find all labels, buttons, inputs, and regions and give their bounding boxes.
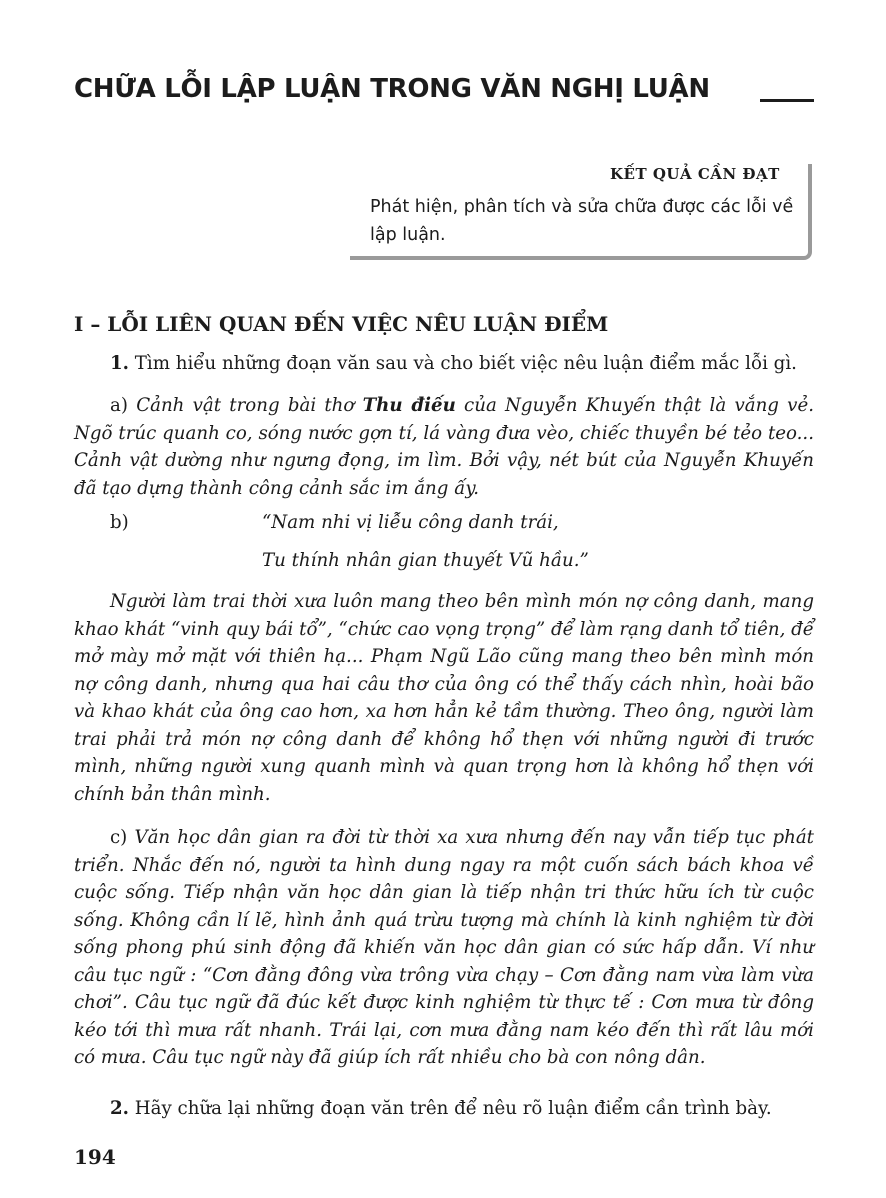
title-underline [760,99,814,102]
lesson-title: CHỮA LỖI LẬP LUẬN TRONG VĂN NGHỊ LUẬN [74,74,710,104]
question-1-text: Tìm hiểu những đoạn văn sau và cho biết việc nêu luận điểm mắc lỗi gì. [129,353,797,374]
question-2-text: Hãy chữa lại những đoạn văn trên để nêu rõ luận điểm cần trình bày. [129,1098,772,1119]
question-2 [74,1095,814,1123]
paragraph-c-text: Văn học dân gian ra đời từ thời xa xưa nhưng đến nay vẫn tiếp tục phát triển. Nhắc đến nó, người ta hình dung ngay ra một cuốn sách bách khoa về cuộc sống. Tiếp nhận văn học dân gian là tiếp nhận tri thức hữu ích từ cuộc sống. Không cần lí lẽ, hình ảnh quá trừu tượng mà chính là kinh nghiệm từ đời sống phong phú sinh động đã khiến văn học dân gian có sức hấp dẫn. Ví như câu tục ngữ : “Cơn đằng đông vừa trông vừa chạy – Cơn đằng nam vừa làm vừa chơi”. Câu tục ngữ đã đúc kết được kinh nghiệm từ thực tế : Cơn mưa từ đông kéo tới thì mưa rất nhanh. Trái lại, cơn mưa đằng nam kéo đến thì rất lâu mới có mưa. Câu tục ngữ này đã giúp ích rất nhiều cho bà con nông dân. [74,827,814,1068]
paragraph-c-label: c) [110,827,135,848]
goal-heading: KẾT QUẢ CẦN ĐẠT [610,165,780,183]
goal-text: Phát hiện, phân tích và sửa chữa được các lỗi về lập luận. [370,197,794,245]
question-2-number: 2. [110,1098,129,1119]
paragraph-a-label: a) [110,395,137,416]
page-number: 194 [74,1145,116,1169]
question-1 [74,350,814,378]
paragraph-c [74,824,814,1072]
paragraph-a-after: của Nguyễn Khuyến thật là vắng vẻ. Ngõ trúc quanh co, sóng nước gợn tí, lá vàng đưa vèo, chiếc thuyền bé tẻo teo... Cảnh vật dường như ngưng đọng, im lìm. Bởi vậy, nét bút của Nguyễn Khuyến đã tạo dựng thành công cảnh sắc im ắng ấy. [74,395,814,499]
poem-line-1: “Nam nhi vị liễu công danh trái, [262,512,559,533]
paragraph-a-poem-title: Thu điếu [362,395,456,416]
section-heading: I – LỖI LIÊN QUAN ĐẾN VIỆC NÊU LUẬN ĐIỂM [74,312,609,336]
paragraph-b-text: Người làm trai thời xưa luôn mang theo bên mình món nợ công danh, mang khao khát “vinh quy bái tổ”, “chức cao vọng trọng” để làm rạng danh tổ tiên, để mở mày mở mặt với thiên hạ... Phạm Ngũ Lão cũng mang theo bên mình món nợ công danh, nhưng qua hai câu thơ của ông có thể thấy cách nhìn, hoài bão và khao khát của ông cao hơn, xa hơn hẳn kẻ tầm thường. Theo ông, người làm trai phải trả món nợ công danh để không hổ thẹn với những người đi trước mình, những người xung quanh mình và quan trọng hơn là không hổ thẹn với chính bản thân mình. [74,591,814,805]
paragraph-a-before: Cảnh vật trong bài thơ [136,395,363,416]
poem-line-2: Tu thính nhân gian thuyết Vũ hầu.” [262,550,589,571]
question-1-number: 1. [110,353,129,374]
paragraph-b-label: b) [110,512,129,533]
paragraph-a [74,392,814,502]
